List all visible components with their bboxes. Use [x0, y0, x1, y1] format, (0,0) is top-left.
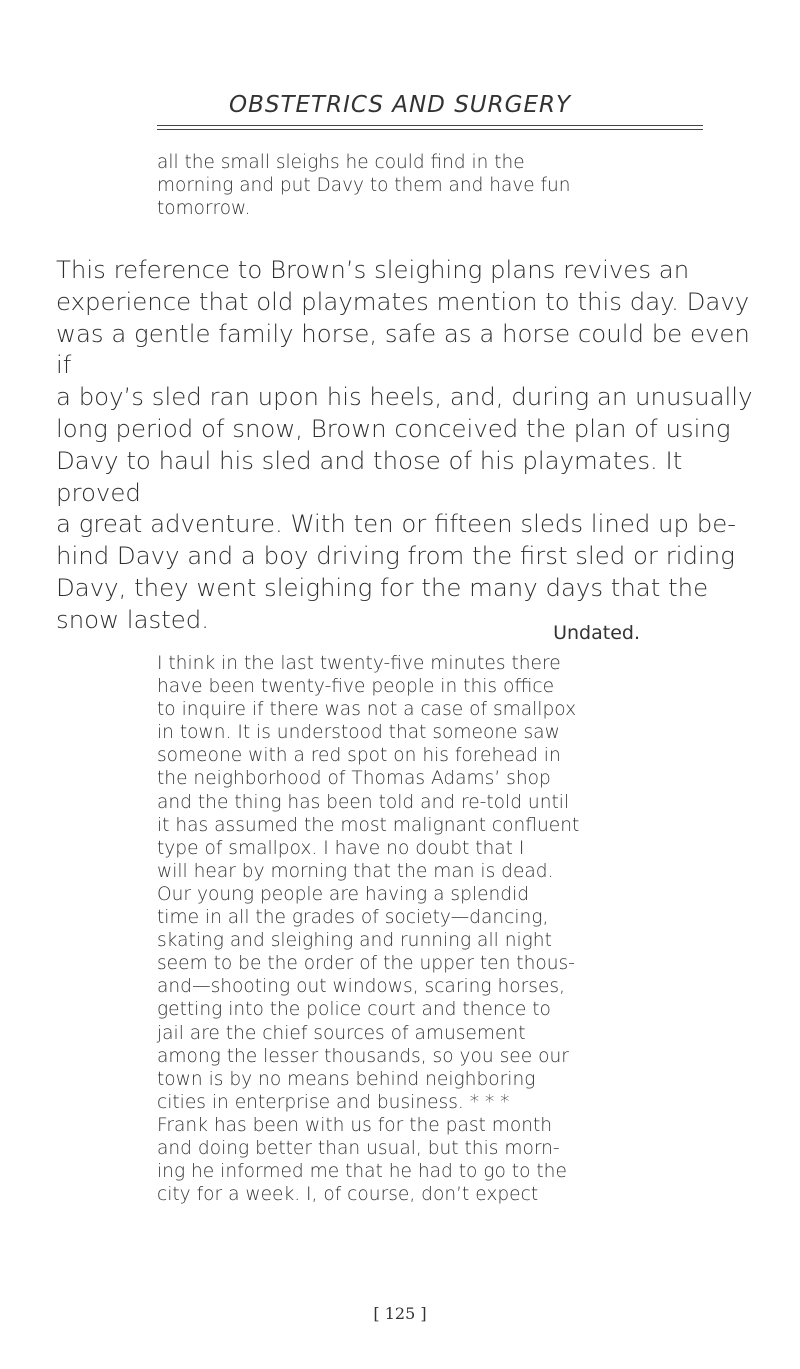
letter-body: I think in the last twenty-five minutes there have been twenty-five people in this office to inquire if there was not a case of smallpox in town. It is understood that someone saw someone with a red spot on his forehead in the neighborhood of Thomas Adams’ shop and the thing has been told and re-told until it has assumed the most malignant confluent type of smallpox. I have no doubt that I will hear by morning that the man is dead. Our young people are having a splendid time in all the grades of society—dancing, skating and sleighing and running all night seem to be the order of the upper ten thous- and—shooting out windows, scaring horses, getting into the police court and thence to jail are the chief sources of amusement among the lesser thousands, so you see our town is by no means behind neighboring cities in enterprise and business. * * * Frank has been with us for the past month and doing better than usual, but this morn- ing he informed me that he had to go to the city for a week. I, of course, don’t expect: [157, 653, 580, 1206]
commentary-paragraph: This reference to Brown’s sleighing plans revives an experience that old playmates mention to this day. Davy was a gentle family horse, safe as a horse could be even if a boy’s sled ran upon his heels, and, during an unusually long period of snow, Brown conceived the plan of using Davy to haul his sled and those of his playmates. It proved a great adventure. With ten or fifteen sleds lined up be- hind Davy and a boy driving from the first sled or riding Davy, they went sleighing for the many days that the snow lasted.: [56, 255, 753, 634]
page-number: [ 125 ]: [373, 1304, 427, 1323]
letter-dateline: Undated.: [553, 622, 640, 644]
header-rule-upper: [157, 125, 703, 126]
running-head: OBSTETRICS AND SURGERY: [228, 92, 572, 118]
header-rule-lower: [157, 129, 703, 130]
letter-continuation: all the small sleighs he could find in the morning and put Davy to them and have fun tomorrow.: [157, 152, 571, 219]
